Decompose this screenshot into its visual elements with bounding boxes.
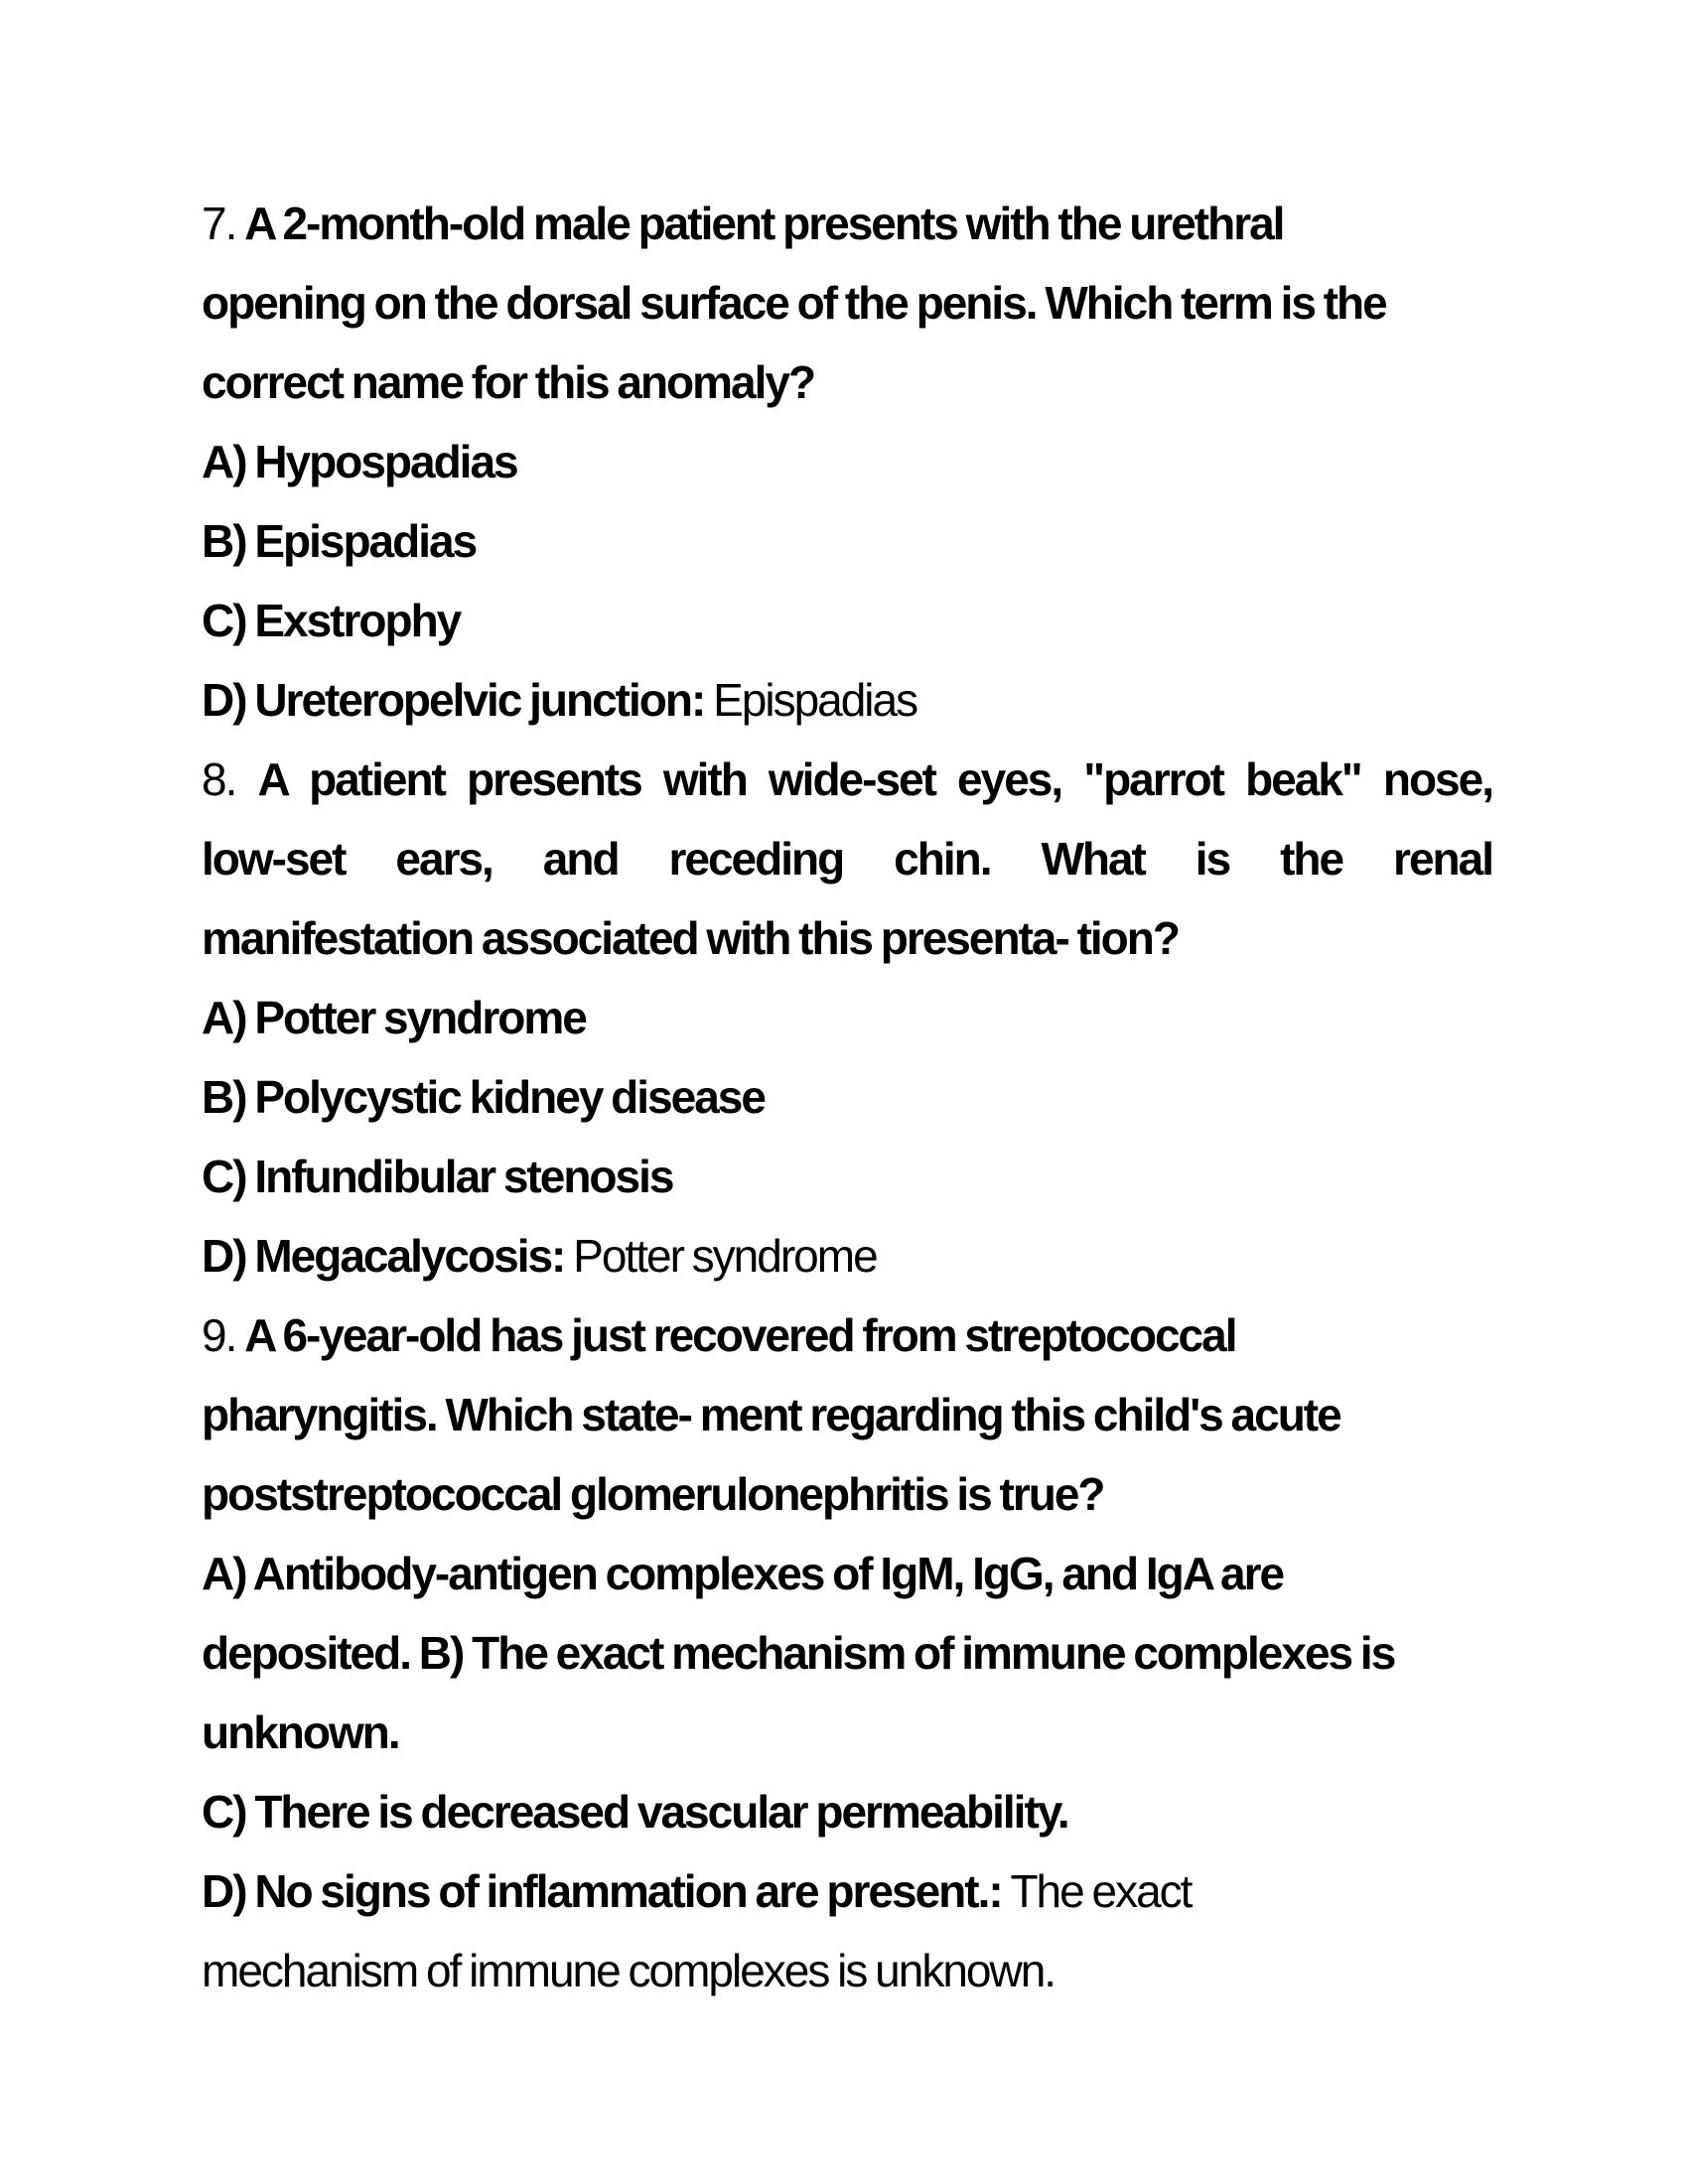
text-line [202, 1534, 1492, 1613]
text-segment: low-set ears, and receding chin. What is the renal [202, 833, 1492, 885]
text-segment: A patient presents with wide-set eyes, "parrot beak" nose, [257, 753, 1492, 805]
text-segment: The exact [1010, 1865, 1192, 1917]
text-segment: A) Hypospadias [202, 436, 517, 487]
text-line [202, 819, 1492, 898]
text-line [202, 263, 1492, 342]
text-line [202, 1216, 1492, 1296]
text-segment: A 2-month-old male patient presents with the urethral [244, 198, 1284, 249]
text-segment: A 6-year-old has just recovered from streptococcal [244, 1309, 1236, 1361]
text-line [202, 1296, 1492, 1375]
text-segment: B) Polycystic kidney disease [202, 1071, 765, 1123]
question-7 [202, 184, 1492, 740]
question-9 [202, 1296, 1492, 2010]
text-segment: B) Epispadias [202, 515, 477, 567]
text-segment: correct name for this anomaly? [202, 356, 815, 408]
text-segment: Epispadias [713, 674, 917, 726]
text-line [202, 1613, 1492, 1693]
text-line [202, 342, 1492, 422]
text-segment: Potter syndrome [573, 1230, 877, 1282]
text-line [202, 1693, 1492, 1772]
text-segment: D) No signs of inflammation are present.: [202, 1865, 1011, 1917]
text-segment: A) Potter syndrome [202, 992, 586, 1043]
text-line [202, 740, 1492, 819]
text-line [202, 1851, 1492, 1931]
text-line [202, 184, 1492, 263]
text-line [202, 660, 1492, 740]
text-line [202, 1931, 1492, 2010]
text-segment: C) There is decreased vascular permeability. [202, 1786, 1068, 1838]
text-segment: 7. [202, 198, 245, 249]
text-line [202, 1057, 1492, 1137]
text-segment: unknown. [202, 1706, 399, 1758]
question-8 [202, 740, 1492, 1296]
text-segment: pharyngitis. Which state- ment regarding this child's acute [202, 1389, 1340, 1440]
text-line [202, 1454, 1492, 1534]
text-segment: 8. [202, 753, 258, 805]
text-segment: A) Antibody-antigen complexes of IgM, IgG, and IgA are [202, 1548, 1284, 1599]
text-segment: poststreptococcal glomerulonephritis is true? [202, 1468, 1104, 1520]
text-segment: D) Ureteropelvic junction: [202, 674, 714, 726]
text-segment: manifestation associated with this presenta- tion? [202, 912, 1179, 964]
text-segment: 9. [202, 1309, 245, 1361]
text-segment: opening on the dorsal surface of the penis. Which term is the [202, 277, 1386, 329]
text-line [202, 1137, 1492, 1216]
text-line [202, 581, 1492, 660]
text-segment: deposited. B) The exact mechanism of immune complexes is [202, 1627, 1395, 1679]
text-segment: C) Infundibular stenosis [202, 1151, 673, 1202]
text-segment: mechanism of immune complexes is unknown. [202, 1945, 1055, 1996]
text-segment: D) Megacalycosis: [202, 1230, 574, 1282]
text-segment: C) Exstrophy [202, 595, 461, 646]
text-line [202, 501, 1492, 581]
text-line [202, 898, 1492, 978]
document-content [202, 184, 1492, 2010]
text-line [202, 422, 1492, 501]
text-line [202, 1772, 1492, 1851]
text-line [202, 978, 1492, 1057]
text-line [202, 1375, 1492, 1454]
